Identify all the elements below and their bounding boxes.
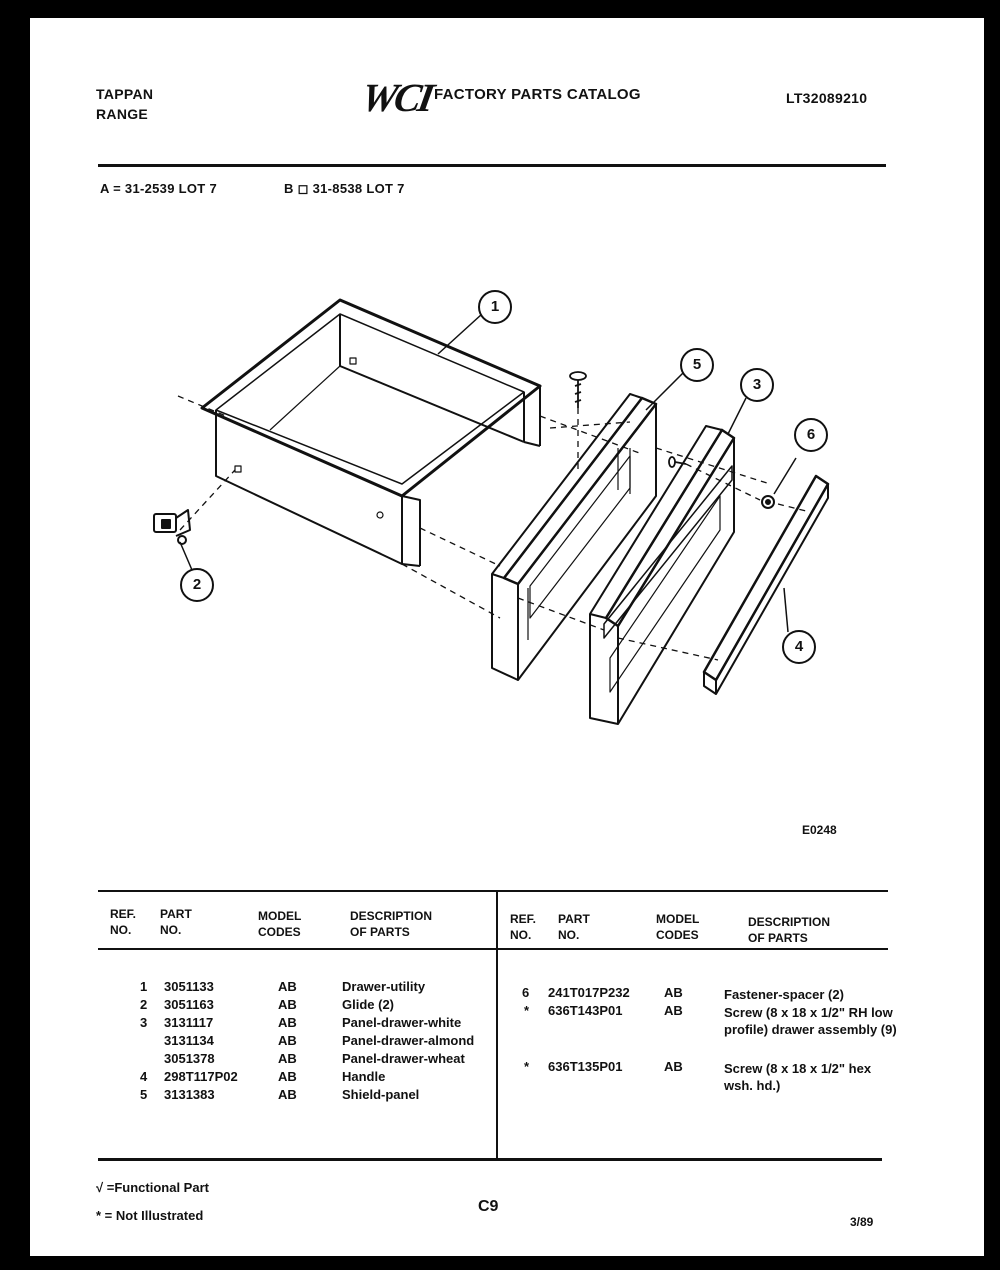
col-desc-header: DESCRIPTION OF PARTS — [350, 909, 433, 939]
catalog-date: 3/89 — [850, 1215, 874, 1229]
product-label: RANGE — [96, 106, 149, 122]
col-part-header-right: PART NO. — [558, 912, 590, 942]
screw-part — [570, 372, 586, 408]
callout-2: 2 — [180, 568, 214, 602]
table-divider — [496, 892, 498, 1160]
glide-part — [154, 510, 190, 544]
wci-logo: WCI — [358, 75, 435, 120]
model-number: LT32089210 — [786, 90, 868, 106]
model-b-label: B ◻ 31-8538 LOT 7 — [284, 181, 405, 196]
fastener-spacer-part — [762, 496, 774, 508]
brand-label: TAPPAN — [96, 86, 154, 102]
drawer-utility-part — [202, 300, 540, 566]
col-ref-header: REF. NO. — [110, 907, 137, 937]
legend-not-illustrated: * = Not Illustrated — [96, 1208, 204, 1223]
shield-panel-part — [492, 394, 656, 680]
figure-code: E0248 — [802, 823, 837, 837]
catalog-title: FACTORY PARTS CATALOG — [434, 86, 641, 103]
assembly-lines — [178, 396, 810, 660]
col-desc-header-right: DESCRIPTION OF PARTS — [748, 915, 831, 945]
catalog-page: TAPPAN RANGE WCI FACTORY PARTS CATALOG LT32089210 A = 31-2539 LOT 7 B ◻ 31-8538 LOT 7 1 2 3 4 5 6 E0248 REF. NO. PART NO. MODEL CODES DESCRIPTION OF PARTS REF. NO. PART NO. MODEL CODES DESCRIPTION OF PARTS 1 3051133 AB Drawer-utility 2 3051163 AB Glide (2) 3 3131117 AB Panel-drawer-white 3131134 AB Panel-drawer-almond 3051378 AB Panel-drawer-wheat 4 298T117P02 AB Handle 5 3131383 AB Shield-panel 6 241T017P232 AB Fastener-spacer (2) * 636T143P01 AB Screw (8 x 18 x 1/2" RH low profile) drawer assembly (9) * 636T135P01 AB Screw (8 x 18 x 1/2" hex wsh. hd.) √ =Functional Part * = Not Illustrated C9 3/89 — [30, 18, 984, 1256]
callout-5: 5 — [680, 348, 714, 382]
model-a-label: A = 31-2539 LOT 7 — [100, 181, 217, 196]
col-model-header: MODEL CODES — [258, 909, 302, 939]
table-top-rule — [98, 890, 888, 892]
legend-functional-part: √ =Functional Part — [96, 1180, 209, 1195]
panel-drawer-part — [590, 426, 734, 724]
exploded-parts-diagram — [30, 18, 984, 878]
callout-3: 3 — [740, 368, 774, 402]
callout-4: 4 — [782, 630, 816, 664]
table-bottom-rule — [98, 1158, 882, 1161]
callout-1: 1 — [478, 290, 512, 324]
table-header-rule — [98, 948, 888, 950]
callout-6: 6 — [794, 418, 828, 452]
col-ref-header-right: REF. NO. — [510, 912, 537, 942]
col-model-header-right: MODEL CODES — [656, 912, 700, 942]
page-code: C9 — [478, 1198, 499, 1215]
col-part-header: PART NO. — [160, 907, 192, 937]
